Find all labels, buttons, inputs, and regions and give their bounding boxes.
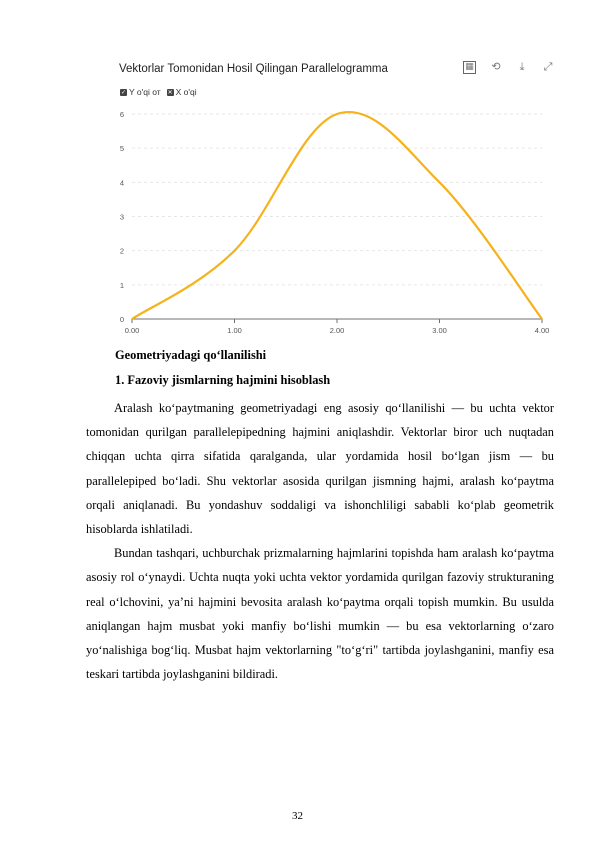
y-tick-label: 2 (119, 246, 124, 256)
legend-item-x[interactable] (167, 87, 197, 97)
paragraph-1: Aralash ko‘paytmaning geometriyadagi eng asosiy qo‘llanilishi — bu uchta vektor tomonidan qurilgan parallelepipedning hajmini aniqlashdir. Vektorlar biror uch nuqtadan chiqqan uchta qirra sifatida qaralganda, ular yordamida hosil bo‘lgan jism — bu parallelepiped bo‘ladi. Shu vektorlar asosida qurilgan jismning hajmi, aralash ko‘paytma orqali aniqlanadi. Bu yondashuv soddaligi va ishonchliligi sababli ko‘plab geometrik hisoblarda ishlatiladi. (86, 401, 554, 537)
body-text (86, 396, 554, 686)
chart-title: Vektorlar Tomonidan Hosil Qilingan Parallelogramma (119, 63, 388, 75)
chart-legend (120, 87, 197, 97)
x-tick-label: 4.00 (534, 326, 550, 335)
section-heading: Geometriyadagi qo‘llanilishi (115, 348, 267, 362)
restore-icon[interactable]: ⟲ (491, 60, 501, 73)
x-tick-label: 0.00 (124, 326, 140, 335)
chart-container (112, 54, 558, 344)
y-tick-label: 4 (119, 178, 124, 188)
zoom-icon[interactable]: ⤢ (543, 60, 553, 73)
y-tick-label: 0 (119, 315, 124, 324)
legend-label-y: Y o'qi от (129, 87, 161, 97)
checkbox-icon: ✓ (120, 88, 127, 96)
page-number: 32 (292, 810, 303, 822)
x-tick-label: 3.00 (432, 326, 447, 335)
series-line (132, 112, 542, 319)
y-tick-label: 3 (119, 212, 124, 222)
line-chart (112, 104, 558, 344)
checkbox-icon: ✕ (167, 88, 173, 96)
x-tick-label: 1.00 (227, 326, 242, 335)
download-icon[interactable]: ⤓ (519, 60, 525, 73)
y-tick-label: 6 (119, 110, 124, 119)
y-tick-label: 5 (119, 144, 124, 154)
y-tick-label: 1 (119, 280, 124, 290)
chart-toolbar (463, 61, 554, 74)
data-view-icon[interactable]: ▦ (463, 61, 476, 74)
legend-label-x: X o'qi (175, 87, 197, 97)
legend-item-y[interactable] (120, 87, 161, 97)
paragraph-2: Bundan tashqari, uchburchak prizmalarning hajmlarini topishda ham aralash ko‘paytma asosiy rol o‘ynaydi. Uchta nuqta yoki uchta vektor yordamida qurilgan fazoviy strukturaning real o‘lchovini, ya’ni hajmini bevosita aralash ko‘paytma orqali topish mumkin. Bu usulda aniqlangan hajm musbat yoki manfiy bo‘lishi mumkin — bu esa vektorlarning o‘zaro yo‘nalishiga bog‘liq. Musbat hajm vektorlarning "to‘g‘ri" tartibda joylashganini, manfiy esa teskari tartibda joylashganini bildiradi. (86, 546, 554, 682)
subsection-heading: 1. Fazoviy jismlarning hajmini hisoblash (115, 373, 331, 387)
x-tick-label: 2.00 (329, 326, 345, 335)
